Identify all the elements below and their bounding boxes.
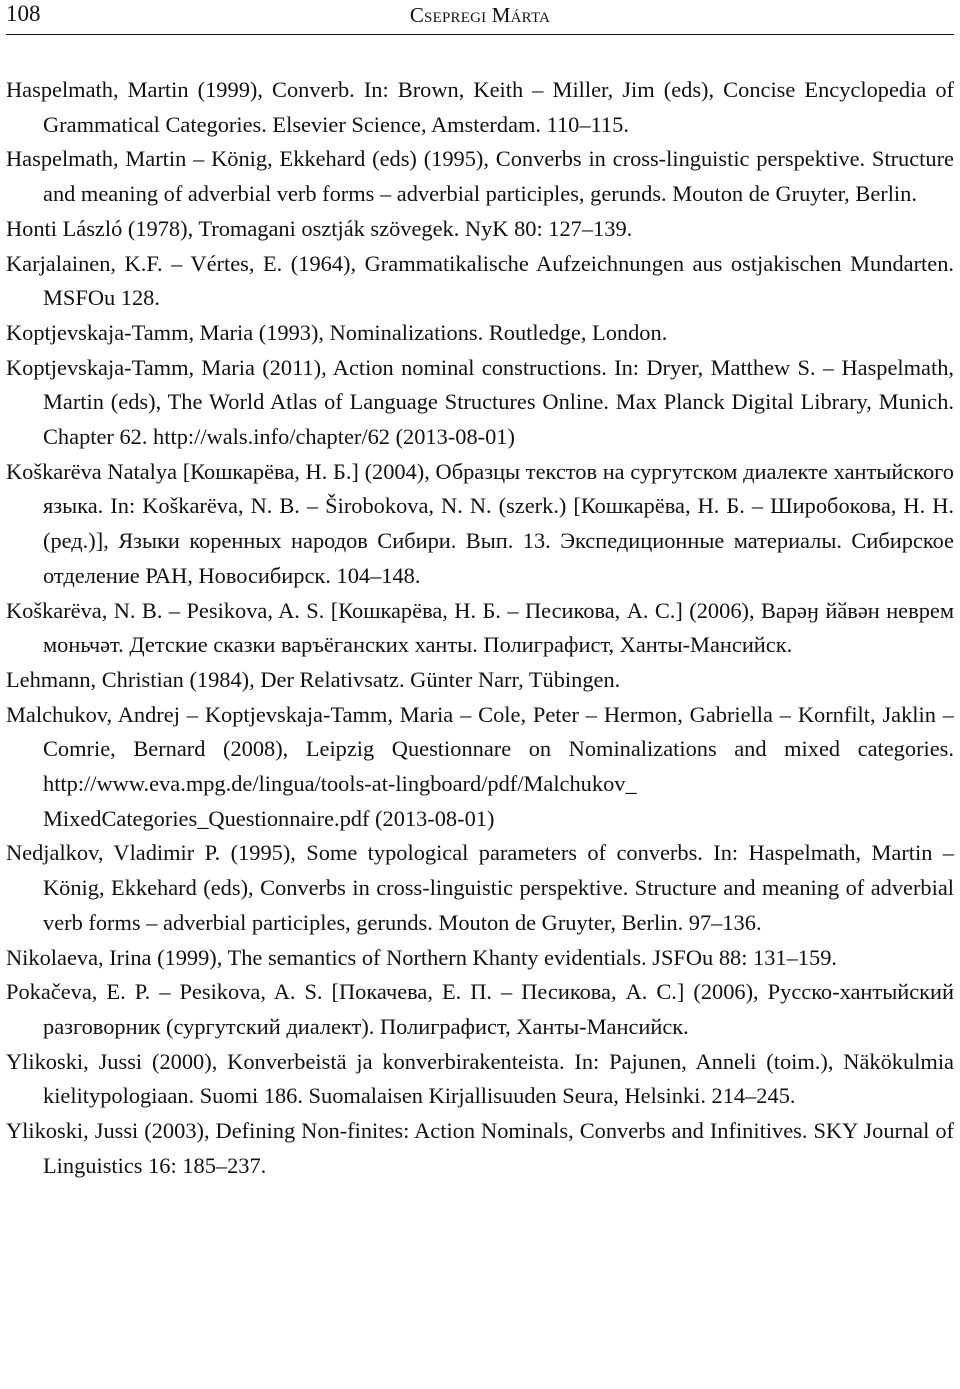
reference-list xyxy=(6,73,954,1184)
reference-entry: Koškarёva Natalya [Кошкарёва, Н. Б.] (2004), Образцы текстов на сургутском диалекте хантыйского языка. In: Koškarёva, N. B. – Širobokova, N. N. (szerk.) [Кошкарёва, Н. Б. – Широбокова, Н. Н. (ред.)], Языки коренных народов Сибири. Вып. 13. Экспедиционные материалы. Сибирское отделение РАН, Новосибирск. 104–148. xyxy=(6,458,954,588)
reference-entry: Honti László (1978), Tromagani osztják szövegek. NyK 80: 127–139. xyxy=(6,215,633,241)
reference-entry: Haspelmath, Martin (1999), Converb. In: Brown, Keith – Miller, Jim (eds), Concise Encyclopedia of Grammatical Categories. Elsevier Science, Amsterdam. 110–115. xyxy=(6,77,954,137)
reference-entry: Koptjevskaja-Tamm, Maria (2011), Action nominal constructions. In: Dryer, Matthew S. – Haspelmath, Martin (eds), The World Atlas of Language Structures Online. Max Planck Digital Library, Munich. Chapter 62. http://wals.info/chapter/62 (2013-08-01) xyxy=(6,354,954,450)
reference-entry: Karjalainen, K.F. – Vértes, E. (1964), Grammatikalische Aufzeichnungen aus ostjakischen Mundarten. MSFOu 128. xyxy=(6,250,954,311)
reference-entry: Haspelmath, Martin – König, Ekkehard (eds) (1995), Converbs in cross-linguistic perspektive. Structure and meaning of adverbial verb forms – adverbial participles, gerunds. Mouton de Gruyter, Berlin. xyxy=(6,146,954,207)
reference-entry: Ylikoski, Jussi (2003), Defining Non-finites: Action Nominals, Converbs and Infinitives. SKY Journal of Linguistics 16: 185–237. xyxy=(6,1118,954,1178)
page-number: 108 xyxy=(6,1,41,26)
reference-entry: Koškarёva, N. B. – Pesikova, A. S. [Кошкарёва, Н. Б. – Песикова, А. С.] (2006), Варәӈ йӑвән неврем моньчәт. Детские сказки варъёганских ханты. Полиграфист, Ханты-Мансийск. xyxy=(6,597,954,658)
reference-entry: Ylikoski, Jussi (2000), Konverbeistä ja konverbirakenteista. In: Pajunen, Anneli (toim.), Näkökulmia kielitypologiaan. Suomi 186. Suomalaisen Kirjallisuuden Seura, Helsinki. 214–245. xyxy=(6,1048,954,1109)
reference-entry: Lehmann, Christian (1984), Der Relativsatz. Günter Narr, Tübingen. xyxy=(6,666,621,692)
reference-entry: Koptjevskaja-Tamm, Maria (1993), Nominalizations. Routledge, London. xyxy=(6,319,668,345)
reference-entry: Pokačeva, E. P. – Pesikova, A. S. [Покачева, Е. П. – Песикова, А. С.] (2006), Русско-хантыйский разговорник (сургутский диалект). Полиграфист, Ханты-Мансийск. xyxy=(6,979,954,1039)
reference-entry: Nedjalkov, Vladimir P. (1995), Some typological parameters of converbs. In: Haspelmath, Martin – König, Ekkehard (eds), Converbs in cross-linguistic perspektive. Structure and meaning of adverbial verb forms – adverbial participles, gerunds. Mouton de Gruyter, Berlin. 97–136. xyxy=(6,840,954,935)
reference-entry: Nikolaeva, Irina (1999), The semantics of Northern Khanty evidentials. JSFOu 88: 131–159. xyxy=(6,944,837,970)
running-title: Csepregi Márta xyxy=(409,3,551,27)
page-header xyxy=(6,0,954,35)
reference-entry: Malchukov, Andrej – Koptjevskaja-Tamm, Maria – Cole, Peter – Hermon, Gabriella – Kornfilt, Jaklin – Comrie, Bernard (2008), Leipzig Questionnare on Nominalizations and mixed categories. http://www.eva.mpg.de/lingua/tools-at-lingboard/pdf/Malchukov_​MixedCategories_Questionnaire.pdf (2013-08-01) xyxy=(6,701,954,831)
